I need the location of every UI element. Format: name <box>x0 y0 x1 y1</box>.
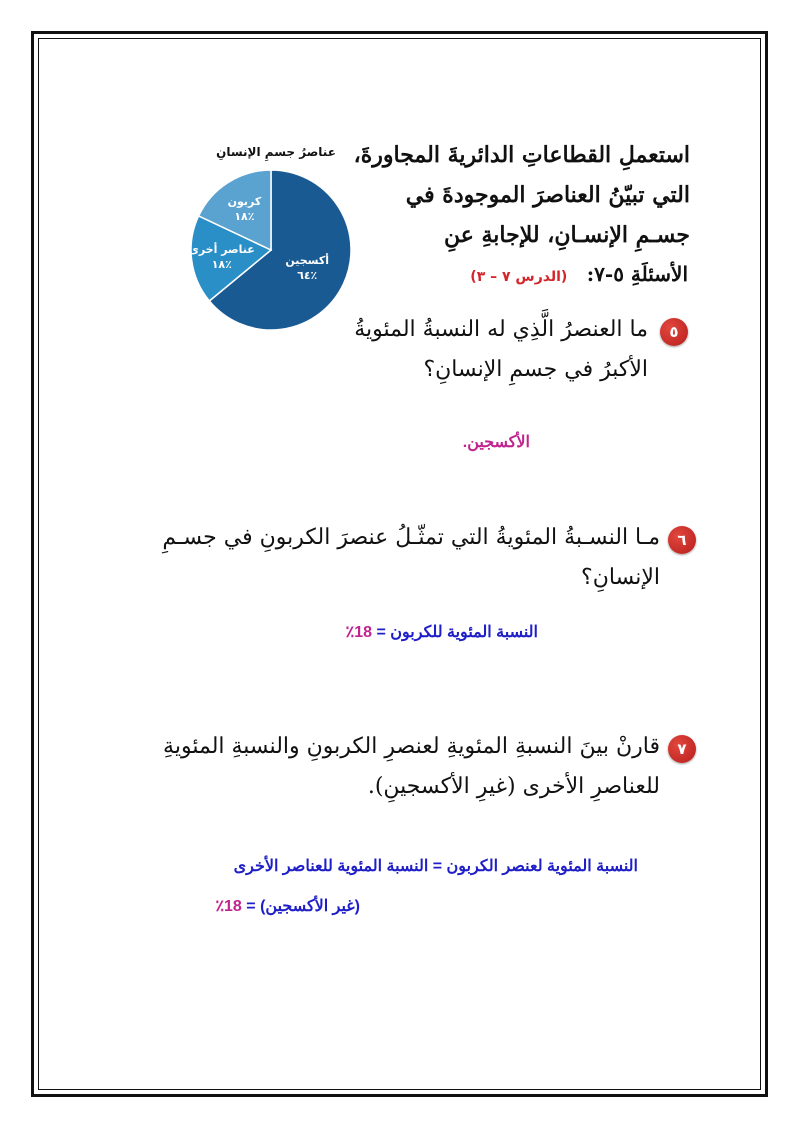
question-line: للعناصرِ الأخرى (غيرِ الأكسجينِ). <box>367 774 660 799</box>
question-line: ما العنصرُ الَّذِي له النسبةُ المئويةُ <box>354 317 648 342</box>
slice-label: عناصر أخرى <box>188 243 255 257</box>
slice-label: كربون <box>227 195 262 209</box>
question-line: قارنْ بينَ النسبةِ المئويةِ لعنصرِ الكربونِ والنسبةِ المئويةِ <box>163 734 660 759</box>
question-number-badge: ٥ <box>660 318 688 346</box>
answer-7-line2 <box>215 896 360 916</box>
answer-7-text: (غير الأكسجين) = <box>246 898 360 915</box>
answer-6 <box>346 622 538 642</box>
slice-value-label: ١٨٪ <box>234 210 255 224</box>
pie-chart <box>186 165 356 335</box>
answer-6-value: 18٪ <box>345 624 373 641</box>
answer-7-value: 18٪ <box>215 898 242 915</box>
question-7-text <box>163 727 660 807</box>
question-range-line <box>348 262 688 286</box>
question-line: مـا النسـبةُ المئويةُ التي تمثّـلُ عنصرَ الكربونِ في جسـمِ <box>162 525 660 550</box>
intro-line: التي تبيّنُ العناصرَ الموجودةَ في <box>405 182 690 208</box>
slice-label: أكسجين <box>285 254 330 268</box>
question-line: الأكبرُ في جسمِ الإنسانِ؟ <box>423 357 648 382</box>
question-range: الأسئلَةِ ٥-٧: <box>586 262 688 286</box>
question-number-badge: ٦ <box>668 526 696 554</box>
answer-5: الأكسجين. <box>462 434 530 451</box>
slice-value-label: ٦٤٪ <box>297 269 318 283</box>
chart-title: عناصرُ جسمِ الإنسانِ <box>216 145 336 159</box>
question-5-text <box>354 310 648 390</box>
question-6-text <box>162 518 660 598</box>
question-line: الإنسانِ؟ <box>581 565 660 590</box>
intro-line: استعملِ القطاعاتِ الدائريةَ المجاورةَ، <box>353 142 690 168</box>
lesson-reference: (الدرس ٧ – ٣) <box>470 269 568 285</box>
answer-6-text: النسبة المئوية للكربون = <box>376 624 538 641</box>
answer-7-line1: النسبة المئوية لعنصر الكربون = النسبة المئوية للعناصر الأخرى <box>233 858 638 875</box>
intro-line: جسـمِ الإنسـانِ، للإجابةِ عنِ <box>443 222 690 248</box>
slice-value-label: ١٨٪ <box>211 258 232 272</box>
question-number-badge: ٧ <box>668 735 696 763</box>
intro-paragraph <box>355 135 690 255</box>
